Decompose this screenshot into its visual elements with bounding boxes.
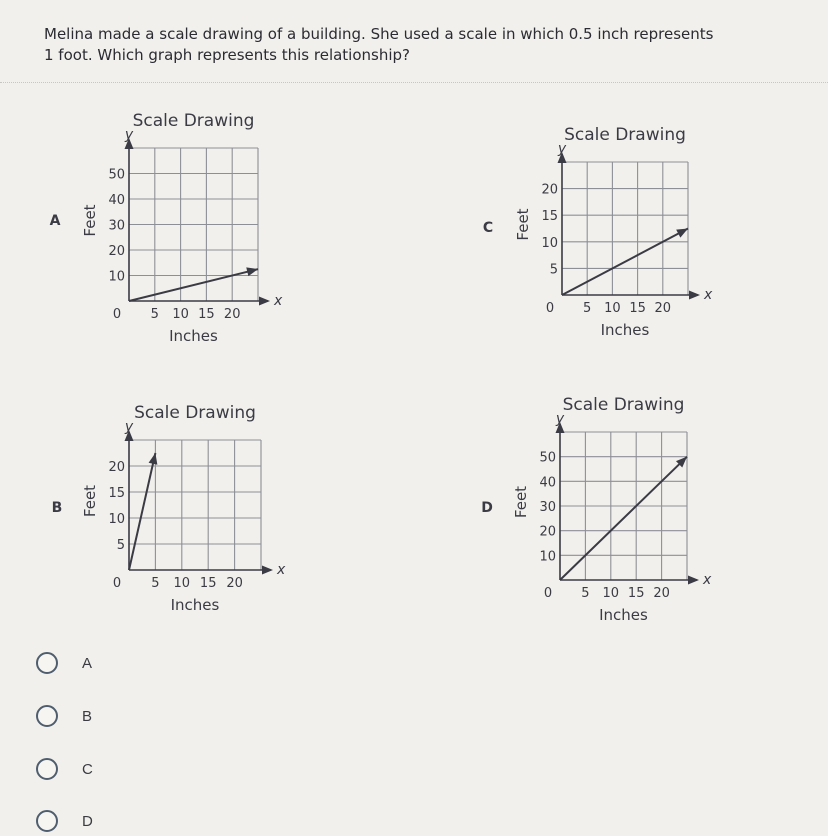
y-tick-label: 10 [108, 269, 125, 285]
x-axis-arrow [259, 297, 270, 306]
y-axis-label: Feet [514, 208, 532, 241]
y-axis-letter: y [124, 419, 134, 435]
x-axis-letter: x [704, 287, 713, 303]
series-line [129, 453, 155, 570]
y-tick-label: 10 [539, 549, 556, 565]
x-tick-label: 5 [151, 576, 160, 591]
x-tick-label: 20 [653, 586, 670, 601]
x-tick-label: 15 [199, 576, 217, 591]
x-tick-label: 10 [602, 586, 620, 601]
y-tick-label: 30 [539, 500, 556, 515]
y-axis-label: Feet [81, 204, 99, 237]
option-d-label: D [82, 812, 93, 830]
x-tick-label: 20 [654, 301, 672, 316]
option-b[interactable] [36, 701, 236, 731]
x-axis-label: Inches [599, 606, 648, 624]
x-tick-label: 15 [198, 307, 215, 322]
radio-c[interactable] [36, 758, 58, 780]
x-axis-label: Inches [170, 596, 220, 614]
graph-c [483, 125, 713, 339]
origin-label: 0 [112, 307, 122, 322]
graph-b [52, 403, 286, 614]
y-tick-label: 5 [116, 538, 125, 553]
x-axis-label: Inches [600, 321, 650, 339]
x-tick-label: 20 [223, 307, 241, 322]
graph-a-letter: A [49, 213, 61, 229]
graph-b-letter: B [51, 500, 63, 516]
question-line-1: Melina made a scale drawing of a building. She used a scale in which 0.5 inch represents [44, 25, 714, 43]
graph-a-title: Scale Drawing [132, 111, 255, 131]
series-line [560, 457, 687, 580]
graph-c-letter: C [482, 220, 494, 236]
x-tick-label: 15 [629, 301, 646, 316]
y-tick-label: 10 [108, 512, 125, 527]
x-axis-arrow [688, 576, 699, 585]
y-tick-label: 20 [108, 244, 125, 259]
option-a-label: A [82, 654, 93, 672]
y-tick-label: 40 [108, 193, 125, 208]
y-tick-label: 10 [541, 235, 558, 251]
graph-d [481, 395, 712, 624]
graph-b-title: Scale Drawing [134, 403, 256, 423]
x-axis-letter: x [703, 572, 712, 588]
radio-d[interactable] [36, 810, 58, 832]
y-tick-label: 50 [108, 167, 125, 183]
series-arrow [149, 453, 158, 465]
y-tick-label: 20 [108, 460, 125, 475]
y-tick-label: 40 [539, 475, 556, 491]
y-tick-label: 15 [108, 486, 125, 501]
x-tick-label: 10 [173, 576, 191, 591]
radio-b[interactable] [36, 705, 58, 727]
y-axis-label: Feet [81, 484, 99, 518]
x-axis-letter: x [274, 293, 283, 309]
x-axis-label: Inches [169, 327, 218, 345]
x-axis-letter: x [277, 562, 286, 578]
option-c-label: C [82, 760, 93, 778]
x-tick-label: 15 [627, 586, 645, 601]
graph-c-title: Scale Drawing [564, 125, 686, 145]
y-tick-label: 5 [549, 262, 558, 278]
x-tick-label: 10 [604, 301, 621, 316]
x-tick-label: 20 [226, 576, 243, 591]
x-tick-label: 5 [581, 586, 590, 601]
series-line [129, 269, 258, 301]
y-tick-label: 50 [539, 450, 556, 466]
x-axis-arrow [689, 291, 700, 300]
y-tick-label: 20 [541, 182, 558, 198]
graph-d-title: Scale Drawing [562, 395, 685, 415]
y-axis-letter: y [124, 127, 134, 143]
radio-a[interactable] [36, 652, 58, 674]
origin-label: 0 [543, 586, 553, 601]
y-tick-label: 15 [541, 209, 558, 225]
option-d[interactable] [36, 806, 236, 836]
option-a[interactable] [36, 648, 236, 678]
y-tick-label: 30 [108, 218, 125, 234]
graph-d-letter: D [481, 500, 493, 516]
origin-label: 0 [112, 576, 122, 591]
series-line [562, 229, 688, 296]
option-c[interactable] [36, 754, 236, 784]
y-tick-label: 20 [539, 524, 556, 540]
graph-a [50, 111, 283, 345]
origin-label: 0 [545, 301, 555, 316]
y-axis-label: Feet [512, 485, 530, 519]
question-line-2: 1 foot. Which graph represents this relationship? [44, 46, 411, 64]
x-axis-arrow [262, 566, 273, 575]
x-tick-label: 5 [583, 301, 592, 316]
y-axis-letter: y [555, 411, 565, 427]
option-b-label: B [82, 707, 93, 725]
x-tick-label: 10 [172, 307, 189, 322]
x-tick-label: 5 [150, 307, 159, 322]
y-axis-letter: y [557, 141, 567, 157]
